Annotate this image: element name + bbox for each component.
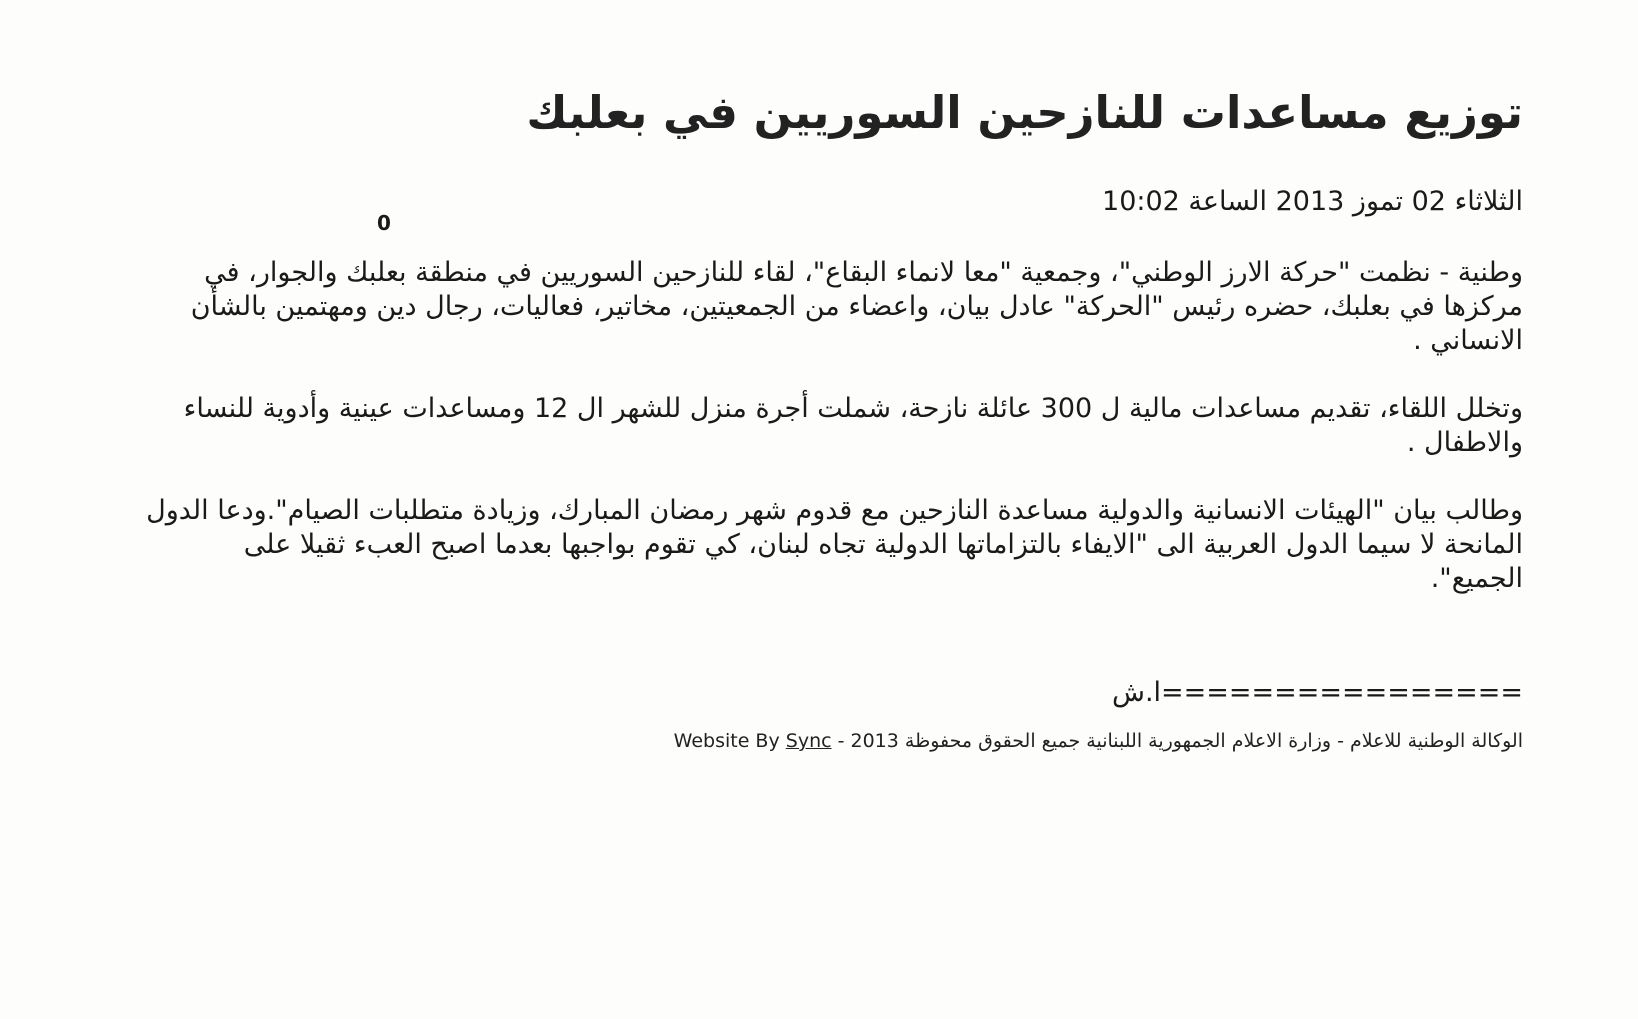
- page-footer: [143, 728, 1523, 754]
- author-signature: ================ا.ش: [1111, 677, 1523, 708]
- footer-copyright: الوكالة الوطنية للاعلام - وزارة الاعلام الجمهورية اللبنانية جميع الحقوق محفوظة 2013 -: [831, 730, 1523, 752]
- news-article: [143, 78, 1523, 754]
- footer-credit: [674, 730, 832, 752]
- sync-link[interactable]: Sync: [785, 730, 832, 752]
- view-counter: 0: [377, 211, 391, 235]
- article-paragraph: وتخلل اللقاء، تقديم مساعدات مالية ل 300 عائلة نازحة، شملت أجرة منزل للشهر ال 12 ومساعدات عينية وأدوية للنساء والاطفال .: [183, 393, 1523, 458]
- article-paragraph: وطنية - نظمت "حركة الارز الوطني"، وجمعية "معا لانماء البقاع"، لقاء للنازحين السوريين في منطقة بعلبك والجوار، في مركزها في بعلبك، حضره رئيس "الحركة" عادل بيان، واعضاء من الجمعيتين، مخاتير، فعاليات، رجال دين ومهتمين بالشأن الانساني .: [190, 257, 1523, 356]
- article-title: توزيع مساعدات للنازحين السوريين في بعلبك: [526, 86, 1523, 139]
- article-paragraph: وطالب بيان "الهيئات الانسانية والدولية مساعدة النازحين مع قدوم شهر رمضان المبارك، وزيادة متطلبات الصيام".ودعا الدول المانحة لا سيما الدول العربية الى "الايفاء بالتزاماتها الدولية تجاه لبنان، كي تقوم بواجبها بعدما اصبح العبء ثقيلا على الجميع".: [146, 495, 1523, 594]
- article-body: [143, 256, 1523, 596]
- footer-credit-prefix: Website By: [673, 730, 786, 752]
- article-dateline: الثلاثاء 02 تموز 2013 الساعة 10:02: [1102, 186, 1523, 217]
